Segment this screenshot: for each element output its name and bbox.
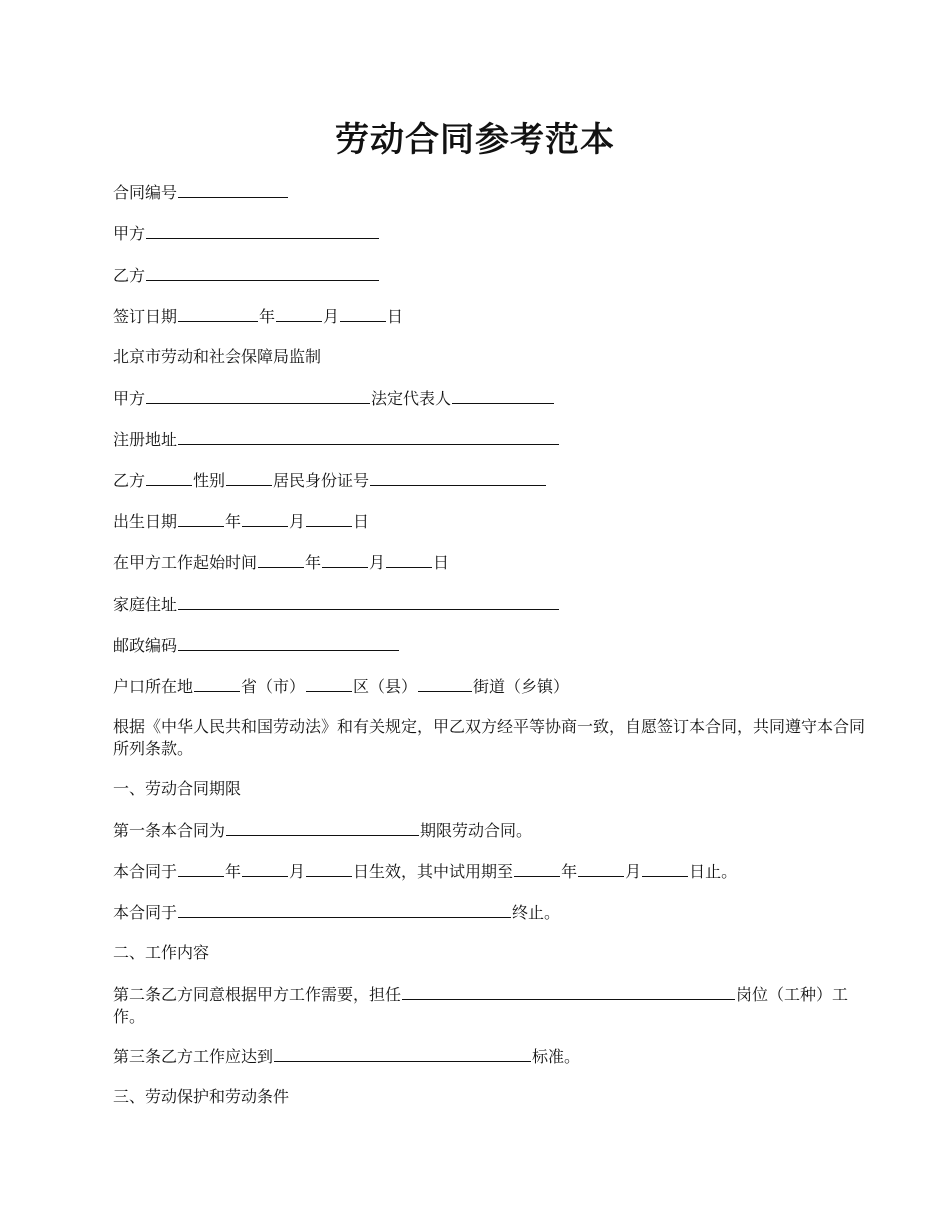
birth-day-blank[interactable] [306,510,352,527]
start-work-line [113,551,880,574]
contract-term-blank[interactable] [226,819,419,836]
party-a-label: 甲方 [113,224,146,243]
day-label: 日 [433,553,450,572]
article-3-line [113,1045,880,1068]
year-label: 年 [259,307,276,326]
effective-prefix: 本合同于 [113,862,178,881]
probation-year-blank[interactable] [514,860,560,877]
postcode-blank[interactable] [178,634,399,651]
termination-line [113,901,880,924]
probation-suffix: 日止。 [689,862,738,881]
month-label: 月 [323,307,340,326]
legal-rep-blank[interactable] [452,387,554,404]
month-label: 月 [625,862,642,881]
contract-number-label: 合同编号 [113,183,178,202]
start-month-blank[interactable] [322,551,368,568]
article-3-suffix: 标准。 [532,1047,581,1066]
hukou-label: 户口所在地 [113,677,194,696]
month-label: 月 [289,862,306,881]
year-label: 年 [305,553,322,572]
section-2-heading: 二、工作内容 [113,943,210,962]
work-standard-blank[interactable] [274,1045,531,1062]
probation-day-blank[interactable] [642,860,688,877]
article-3-text: 第三条乙方工作应达到 [113,1047,274,1066]
probation-month-blank[interactable] [578,860,624,877]
sign-date-line [113,305,880,328]
year-label: 年 [225,512,242,531]
province-label: 省（市） [241,677,306,696]
section-3-heading: 三、劳动保护和劳动条件 [113,1087,290,1106]
hukou-line [113,675,880,698]
party-b-label: 乙方 [113,471,146,490]
party-b-line [113,264,880,287]
day-label: 日 [387,307,404,326]
article-2-text: 第二条乙方同意根据甲方工作需要，担任 [113,985,402,1004]
gender-blank[interactable] [226,469,272,486]
position-blank[interactable] [402,983,735,1000]
party-a-name-blank[interactable] [146,387,370,404]
legal-rep-label: 法定代表人 [371,389,452,408]
gender-label: 性别 [193,471,226,490]
sign-year-blank[interactable] [178,305,258,322]
sign-date-label: 签订日期 [113,307,178,326]
start-year-blank[interactable] [258,551,304,568]
party-a-line [113,222,880,245]
reg-address-label: 注册地址 [113,430,178,449]
birth-year-blank[interactable] [178,510,224,527]
party-b-label: 乙方 [113,266,146,285]
effective-day-blank[interactable] [306,860,352,877]
month-label: 月 [369,553,386,572]
home-address-blank[interactable] [178,593,559,610]
hukou-street-blank[interactable] [418,675,472,692]
party-b-blank[interactable] [146,264,379,281]
hukou-province-blank[interactable] [194,675,240,692]
id-number-blank[interactable] [370,469,546,486]
hukou-district-blank[interactable] [306,675,352,692]
home-address-line [113,593,880,616]
article-1-suffix: 期限劳动合同。 [420,821,533,840]
party-a-blank[interactable] [146,222,379,239]
year-label: 年 [225,862,242,881]
start-work-label: 在甲方工作起始时间 [113,553,258,572]
article-1-line [113,819,880,842]
sign-day-blank[interactable] [340,305,386,322]
party-b-info-line [113,469,880,492]
month-label: 月 [289,512,306,531]
effective-date-line [113,860,880,883]
district-label: 区（县） [353,677,418,696]
preamble-paragraph: 根据《中华人民共和国劳动法》和有关规定，甲乙双方经平等协商一致，自愿签订本合同，共同遵守本合同所列条款。 [113,717,866,758]
contract-number-blank[interactable] [178,181,288,198]
day-label: 日 [353,512,370,531]
termination-prefix: 本合同于 [113,903,178,922]
article-2-suffix: 岗位（工种）工作。 [113,985,849,1026]
year-label: 年 [561,862,578,881]
sign-month-blank[interactable] [276,305,322,322]
start-day-blank[interactable] [386,551,432,568]
reg-address-blank[interactable] [178,428,559,445]
party-b-name-blank[interactable] [146,469,192,486]
effective-year-blank[interactable] [178,860,224,877]
party-a-rep-line [113,387,880,410]
birth-label: 出生日期 [113,512,178,531]
document-title: 劳动合同参考范本 [335,120,615,160]
termination-suffix: 终止。 [512,903,561,922]
street-label: 街道（乡镇） [473,677,570,696]
contract-number-line [113,181,880,204]
effective-month-blank[interactable] [242,860,288,877]
termination-blank[interactable] [178,901,511,918]
birth-month-blank[interactable] [242,510,288,527]
section-1-heading: 一、劳动合同期限 [113,779,242,798]
probation-text: 日生效，其中试用期至 [353,862,514,881]
party-a-label: 甲方 [113,389,146,408]
home-address-label: 家庭住址 [113,595,178,614]
reg-address-line [113,428,880,451]
article-2-paragraph [113,983,880,1028]
postcode-line [113,634,880,657]
article-1-text: 第一条本合同为 [113,821,226,840]
supervisor-line: 北京市劳动和社会保障局监制 [113,347,322,366]
postcode-label: 邮政编码 [113,636,178,655]
birth-date-line [113,510,880,533]
id-number-label: 居民身份证号 [273,471,370,490]
